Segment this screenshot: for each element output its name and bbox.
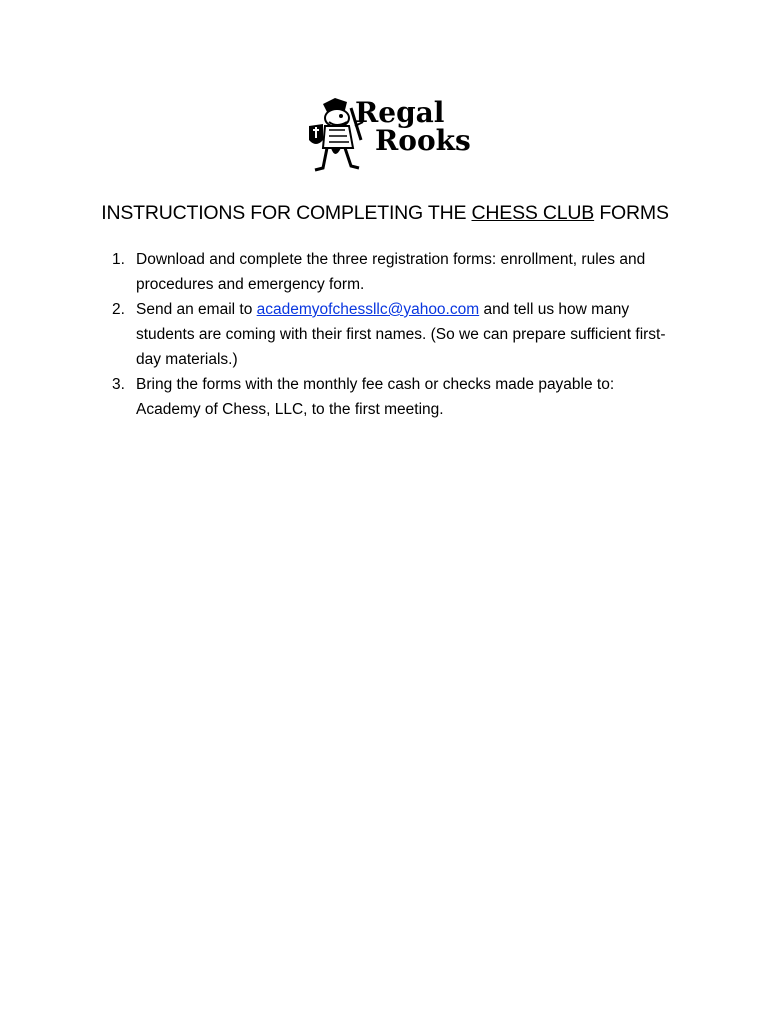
list-number: 1. [112,251,125,268]
list-number: 2. [112,301,125,318]
logo-text-rooks: Rooks [375,124,471,157]
title-text-underlined: CHESS CLUB [471,202,595,224]
instructions-list [112,247,672,422]
logo-text-regal: Regal [355,96,445,129]
list-item-text: Download and complete the three registration forms: enrollment, rules and procedures and emergency form. [136,251,646,293]
list-item-text-after: and tell us how many students are coming with their first names. (So we can prepare sufficient first-day materials.) [136,301,666,368]
list-item [112,297,672,372]
title-text-after: FORMS [594,202,669,224]
page-title [0,202,770,225]
title-text-before: INSTRUCTIONS FOR COMPLETING THE [101,202,472,224]
regal-rooks-logo [305,96,471,178]
list-item-text: Bring the forms with the monthly fee cash or checks made payable to: Academy of Chess, LLC, to the first meeting. [136,376,615,418]
list-number: 3. [112,376,125,393]
list-item [112,247,672,297]
list-item-text-before: Send an email to [136,301,257,318]
list-item [112,372,672,422]
email-link[interactable]: academyofchessllc@yahoo.com [256,301,480,318]
